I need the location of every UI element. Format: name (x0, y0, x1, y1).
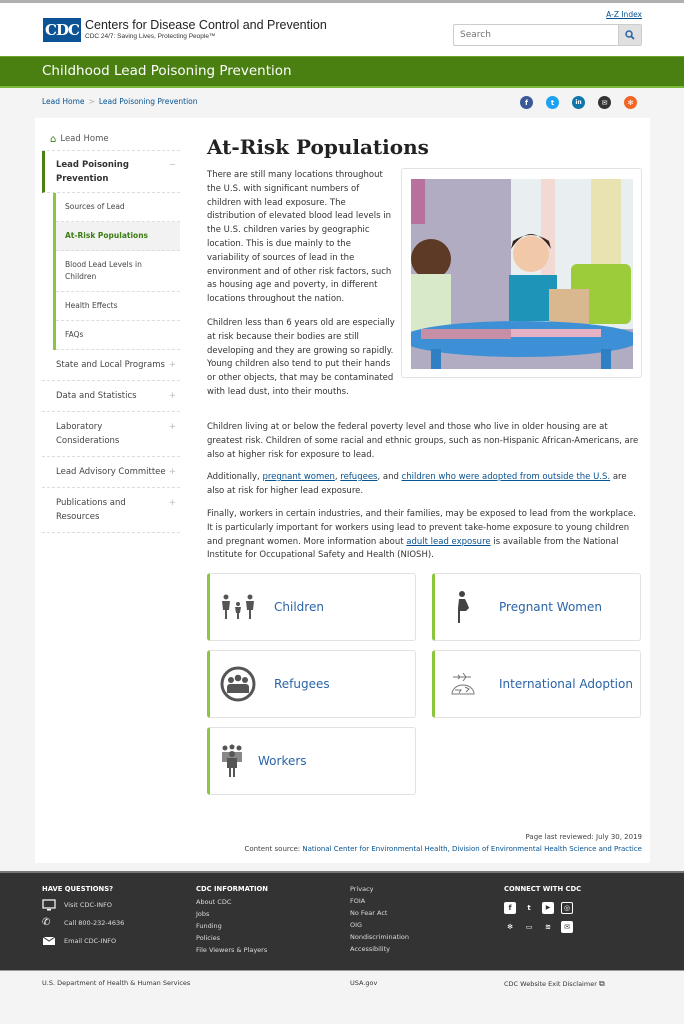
footer-link-policies[interactable]: Policies (196, 934, 221, 942)
footer-link-foia[interactable]: FOIA (350, 897, 366, 905)
refugees-link[interactable]: refugees (340, 472, 378, 482)
footer-link-funding[interactable]: Funding (196, 922, 222, 930)
email-icon[interactable]: ✉ (561, 921, 573, 933)
twitter-icon[interactable]: t (546, 96, 559, 109)
p5-suffix: is available from the National Institute for Occupational Safety and Health (NIOSH). (207, 536, 619, 561)
image-frame (401, 168, 642, 378)
tile-label: Children (274, 600, 324, 614)
sidenav-at-risk-populations[interactable]: At-Risk Populations (56, 222, 180, 251)
sidenav-parent-label: Lead Poisoning Prevention (56, 160, 129, 184)
breadcrumb-separator: > (88, 97, 95, 106)
footer-link-about[interactable]: About CDC (196, 898, 232, 906)
footer-contact-label: Call 800-232-4636 (64, 919, 125, 927)
footer-contact-label: Visit CDC-INFO (64, 901, 112, 909)
p5-prefix: Finally, workers in certain industries, and their families, may be exposed to lead from the workplace. It is particularly important for workers using lead to prevent take-home exposure to young children and pregnant women. More information about (207, 509, 636, 547)
sidenav-laboratory-considerations[interactable] (42, 412, 180, 457)
footer-connect (504, 883, 581, 933)
usagov-link[interactable]: USA.gov (350, 979, 378, 987)
sidenav-lead-advisory-committee[interactable] (42, 457, 180, 488)
rss-icon[interactable]: ≋ (545, 923, 551, 931)
expand-icon[interactable]: + (168, 422, 176, 432)
adult-lead-exposure-link[interactable]: adult lead exposure (406, 536, 491, 547)
p4-suffix: are also at risk for higher lead exposure. (207, 472, 627, 496)
collapse-icon[interactable]: − (168, 160, 176, 170)
sidenav-subitems (53, 193, 180, 350)
footer-questions (42, 883, 124, 950)
footer-cdc-information (196, 883, 268, 956)
expand-icon[interactable]: + (168, 360, 176, 370)
site-banner (0, 56, 684, 88)
envelope-icon (42, 936, 56, 946)
tile-label: Pregnant Women (499, 600, 602, 614)
tile-international-adoption[interactable] (432, 650, 641, 718)
facebook-icon[interactable]: f (504, 902, 516, 914)
footer-heading: CDC INFORMATION (196, 885, 268, 893)
search-box (453, 24, 642, 46)
footer-link-privacy[interactable]: Privacy (350, 885, 374, 893)
footer-link-oig[interactable]: OIG (350, 921, 363, 929)
footer-social-row-2 (504, 921, 581, 933)
content-source-link[interactable]: National Center for Environmental Health, Division of Environmental Health Science and Practice (302, 845, 642, 853)
page-title: At-Risk Populations (207, 135, 429, 159)
monitor-icon (42, 899, 56, 911)
breadcrumb (42, 97, 198, 106)
expand-icon[interactable]: + (168, 498, 176, 508)
search-icon (625, 30, 635, 40)
hhs-link[interactable]: U.S. Department of Health & Human Services (42, 979, 191, 987)
sidenav-publications-resources[interactable] (42, 488, 180, 533)
tile-children[interactable] (207, 573, 416, 641)
cdc-logo[interactable]: CDC (43, 18, 81, 42)
search-button[interactable] (618, 25, 641, 45)
footer-heading: HAVE QUESTIONS? (42, 885, 114, 893)
banner-title[interactable]: Childhood Lead Poisoning Prevention (42, 63, 292, 79)
tagline: CDC 24/7: Saving Lives, Protecting People™ (85, 33, 216, 40)
footer-link-file-viewers[interactable]: File Viewers & Players (196, 946, 268, 954)
poverty-paragraph: Children living at or below the federal poverty level and those who live in older housing are at greatest risk. Children of some racial and ethnic groups, such as non-Hispanic African-Americans, are also at higher risk for exposure to lead. (207, 422, 639, 460)
children-playing-image (411, 179, 633, 369)
exit-disclaimer-label: CDC Website Exit Disclaimer (504, 980, 597, 988)
sidenav-data-statistics[interactable] (42, 381, 180, 412)
az-index-link[interactable]: A-Z Index (606, 10, 642, 19)
content-source (244, 845, 642, 853)
sidenav-item-label: Publications and Resources (56, 498, 126, 522)
p4-prefix: Additionally, (207, 472, 263, 482)
syndicate-icon[interactable]: ✻ (507, 923, 513, 931)
search-input[interactable] (454, 25, 619, 45)
email-cdc-info[interactable] (42, 932, 124, 950)
tile-pregnant-women[interactable] (432, 573, 641, 641)
workers-paragraph (207, 508, 643, 563)
footer-link-jobs[interactable]: Jobs (196, 910, 210, 918)
call-cdc-info[interactable] (42, 914, 124, 932)
international-adoption-link[interactable]: children who were adopted from outside the U.S. (401, 472, 611, 482)
content-source-label: Content source: (244, 845, 303, 853)
footer-link-accessibility[interactable]: Accessibility (350, 945, 390, 953)
sidenav-blood-lead-levels[interactable]: Blood Lead Levels in Children (56, 251, 180, 292)
exit-disclaimer-link[interactable] (504, 979, 605, 989)
additional-risk-paragraph (207, 471, 643, 499)
pregnant-women-link[interactable]: pregnant women (262, 472, 335, 482)
sidenav-state-local-programs[interactable] (42, 350, 180, 381)
page-last-reviewed: Page last reviewed: July 30, 2019 (525, 833, 642, 841)
p4-sep1: , (334, 472, 341, 482)
footer-link-nondiscrimination[interactable]: Nondiscrimination (350, 933, 410, 941)
cdc-tv-icon[interactable]: ▭ (525, 923, 533, 931)
home-icon: ⌂ (50, 133, 57, 145)
share-bar (520, 96, 637, 109)
sidenav-home[interactable] (42, 128, 180, 151)
sidenav-sources-of-lead[interactable]: Sources of Lead (56, 193, 180, 222)
pregnant-woman-icon (441, 590, 485, 624)
sidenav-item-label: Lead Advisory Committee (56, 467, 166, 477)
sidenav-item-label: State and Local Programs (56, 360, 165, 370)
twitter-icon[interactable]: t (527, 904, 531, 912)
sidenav-lead-poisoning-prevention[interactable] (42, 151, 180, 193)
footer-legal (350, 883, 409, 955)
tile-workers[interactable] (207, 727, 416, 795)
family-icon (216, 594, 260, 620)
expand-icon[interactable]: + (168, 467, 176, 477)
footer-social-row-1 (504, 902, 581, 914)
syndicate-icon[interactable]: ✻ (624, 96, 637, 109)
children-paragraph: Children less than 6 years old are especially at risk because their bodies are still developing and they are growing so rapidly. Young children also tend to put their hands or other objects, that may be contaminated with lead dust, into their mouths. (207, 318, 395, 397)
sidenav-item-label: Data and Statistics (56, 391, 137, 401)
side-navigation (42, 128, 180, 533)
sidenav-item-label: Laboratory Considerations (56, 422, 120, 446)
youtube-icon[interactable]: ▶ (542, 902, 554, 914)
external-link-icon: ⧉ (598, 979, 605, 988)
visit-cdc-info[interactable] (42, 896, 124, 914)
footer-contact-label: Email CDC-INFO (64, 937, 117, 945)
org-name[interactable]: Centers for Disease Control and Prevention (85, 18, 327, 32)
workers-icon (210, 744, 254, 778)
facebook-icon[interactable]: f (520, 96, 533, 109)
site-header (0, 3, 684, 56)
linkedin-icon[interactable]: in (572, 96, 585, 109)
tile-label: Refugees (274, 677, 330, 691)
tile-label: International Adoption (499, 677, 633, 691)
footer-link-no-fear-act[interactable]: No Fear Act (350, 909, 388, 917)
site-footer (0, 871, 684, 970)
group-circle-icon (216, 666, 260, 702)
email-icon[interactable]: ✉ (598, 96, 611, 109)
bottom-bar (0, 970, 684, 1024)
instagram-icon[interactable]: ◎ (561, 902, 573, 914)
expand-icon[interactable]: + (168, 391, 176, 401)
tile-refugees[interactable] (207, 650, 416, 718)
phone-icon: ✆ (42, 917, 51, 928)
sidenav-home-label: Lead Home (60, 134, 109, 144)
airplane-globe-icon (441, 670, 485, 698)
sidenav-faqs[interactable]: FAQs (56, 321, 180, 350)
intro-paragraph: There are still many locations throughout the U.S. with significant numbers of children with lead exposure. The distribution of elevated blood lead levels in the U.S. children varies by geographic location. This is due mainly to the variability of sources of lead in the environment and of other risk factors, such as housing age and poverty, in different locations throughout the nation. (207, 170, 392, 305)
tile-label: Workers (258, 754, 307, 768)
p4-sep2: , and (377, 472, 402, 482)
breadcrumb-lead-poisoning-prevention[interactable]: Lead Poisoning Prevention (98, 97, 198, 106)
breadcrumb-lead-home[interactable]: Lead Home (42, 97, 85, 106)
sidenav-health-effects[interactable]: Health Effects (56, 292, 180, 321)
footer-heading: CONNECT WITH CDC (504, 885, 582, 893)
